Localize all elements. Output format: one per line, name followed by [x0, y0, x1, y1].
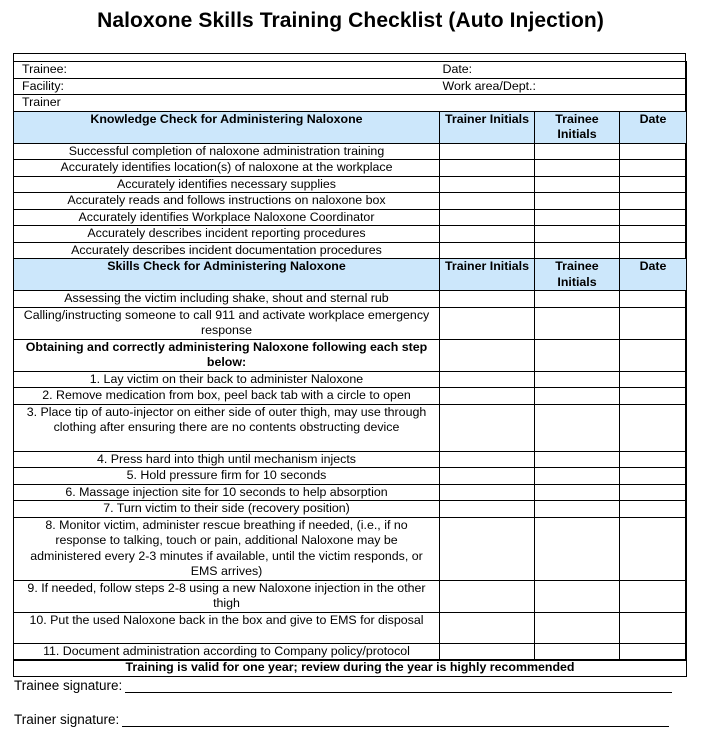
- trainee-initials-cell[interactable]: [535, 226, 620, 243]
- trainer-row: [14, 95, 687, 112]
- col-trainee-initials: Trainee Initials: [535, 259, 620, 291]
- date-cell[interactable]: [620, 209, 687, 226]
- trainee-initials-cell[interactable]: [535, 339, 620, 371]
- trainer-initials-cell[interactable]: [440, 612, 535, 643]
- trainee-initials-cell[interactable]: [535, 176, 620, 193]
- trainee-initials-cell[interactable]: [535, 388, 620, 405]
- knowledge-item: Accurately describes incident reporting procedures: [14, 226, 440, 243]
- date-cell[interactable]: [620, 643, 687, 660]
- trainer-field[interactable]: Trainer: [14, 95, 687, 112]
- knowledge-item: Accurately reads and follows instructions on naloxone box: [14, 193, 440, 210]
- trainer-initials-cell[interactable]: [440, 226, 535, 243]
- skills-item: 2. Remove medication from box, peel back tab with a circle to open: [14, 388, 440, 405]
- date-cell[interactable]: [620, 307, 687, 339]
- knowledge-item: Accurately identifies location(s) of naloxone at the workplace: [14, 160, 440, 177]
- skills-row: [14, 580, 687, 612]
- trainer-initials-cell[interactable]: [440, 176, 535, 193]
- skills-item: 8. Monitor victim, administer rescue breathing if needed, (i.e., if no response to talking, touch or pain, additional Naloxone may be administered every 2-3 minutes if available, until the victim responds, or EMS arrives): [14, 517, 440, 580]
- knowledge-row: [14, 226, 687, 243]
- knowledge-item: Successful completion of naloxone administration training: [14, 143, 440, 160]
- skills-row: [14, 307, 687, 339]
- trainee-initials-cell[interactable]: [535, 307, 620, 339]
- skills-row: [14, 291, 687, 308]
- trainee-field[interactable]: Trainee:: [14, 62, 440, 79]
- skills-item: 7. Turn victim to their side (recovery position): [14, 501, 440, 518]
- trainee-signature: [14, 678, 672, 693]
- trainee-initials-cell[interactable]: [535, 612, 620, 643]
- trainee-initials-cell[interactable]: [535, 468, 620, 485]
- date-cell[interactable]: [620, 143, 687, 160]
- trainer-initials-cell[interactable]: [440, 517, 535, 580]
- col-trainer-initials: Trainer Initials: [440, 111, 535, 143]
- trainee-initials-cell[interactable]: [535, 209, 620, 226]
- page-title: Naloxone Skills Training Checklist (Auto Injection): [97, 9, 604, 32]
- date-cell[interactable]: [620, 580, 687, 612]
- skills-row: [14, 501, 687, 518]
- trainer-initials-cell[interactable]: [440, 484, 535, 501]
- skills-item: 4. Press hard into thigh until mechanism injects: [14, 451, 440, 468]
- skills-item: 1. Lay victim on their back to administer Naloxone: [14, 371, 440, 388]
- skills-row: [14, 484, 687, 501]
- footer-note: Training is valid for one year; review during the year is highly recommended: [14, 660, 687, 677]
- trainer-initials-cell[interactable]: [440, 143, 535, 160]
- trainer-signature: [14, 712, 669, 727]
- skills-item: 3. Place tip of auto-injector on either side of outer thigh, may use through clothing after ensuring there are no contents obstructing device: [14, 404, 440, 451]
- col-trainer-initials: Trainer Initials: [440, 259, 535, 291]
- date-cell[interactable]: [620, 226, 687, 243]
- trainer-signature-line[interactable]: [122, 712, 669, 727]
- checklist-table: [13, 61, 687, 677]
- trainer-initials-cell[interactable]: [440, 451, 535, 468]
- trainee-initials-cell[interactable]: [535, 501, 620, 518]
- knowledge-item: Accurately identifies Workplace Naloxone Coordinator: [14, 209, 440, 226]
- skills-item: Assessing the victim including shake, shout and sternal rub: [14, 291, 440, 308]
- trainee-signature-label: Trainee signature:: [14, 678, 123, 693]
- date-cell[interactable]: [620, 242, 687, 259]
- skills-item: Calling/instructing someone to call 911 and activate workplace emergency response: [14, 307, 440, 339]
- date-cell[interactable]: [620, 176, 687, 193]
- trainee-initials-cell[interactable]: [535, 242, 620, 259]
- date-cell[interactable]: [620, 517, 687, 580]
- skills-row: [14, 451, 687, 468]
- date-cell[interactable]: [620, 501, 687, 518]
- knowledge-row: [14, 160, 687, 177]
- date-cell[interactable]: [620, 339, 687, 371]
- date-cell[interactable]: [620, 468, 687, 485]
- skills-item: 5. Hold pressure firm for 10 seconds: [14, 468, 440, 485]
- trainee-initials-cell[interactable]: [535, 143, 620, 160]
- date-cell[interactable]: [620, 451, 687, 468]
- trainee-initials-cell[interactable]: [535, 371, 620, 388]
- skills-item: 9. If needed, follow steps 2-8 using a new Naloxone injection in the other thigh: [14, 580, 440, 612]
- skills-row: [14, 643, 687, 660]
- date-cell[interactable]: [620, 484, 687, 501]
- date-cell[interactable]: [620, 160, 687, 177]
- trainer-initials-cell[interactable]: [440, 468, 535, 485]
- trainer-initials-cell[interactable]: [440, 242, 535, 259]
- knowledge-row: [14, 143, 687, 160]
- trainer-initials-cell[interactable]: [440, 501, 535, 518]
- skills-row: [14, 339, 687, 371]
- skills-item: 11. Document administration according to Company policy/protocol: [14, 643, 440, 660]
- date-cell[interactable]: [620, 371, 687, 388]
- trainer-signature-label: Trainer signature:: [14, 712, 120, 727]
- facility-field[interactable]: Facility:: [14, 78, 440, 95]
- work-area-field[interactable]: Work area/Dept.:: [440, 78, 687, 95]
- col-date: Date: [620, 259, 687, 291]
- skills-heading: Skills Check for Administering Naloxone: [14, 259, 440, 291]
- trainee-initials-cell[interactable]: [535, 580, 620, 612]
- knowledge-row: [14, 242, 687, 259]
- trainer-initials-cell[interactable]: [440, 209, 535, 226]
- skills-header-row: [14, 259, 687, 291]
- skills-item: 10. Put the used Naloxone back in the box and give to EMS for disposal: [14, 612, 440, 643]
- skills-row: [14, 612, 687, 643]
- trainer-initials-cell[interactable]: [440, 371, 535, 388]
- skills-row: [14, 517, 687, 580]
- skills-item: Obtaining and correctly administering Naloxone following each step below:: [14, 339, 440, 371]
- knowledge-row: [14, 193, 687, 210]
- skills-item: 6. Massage injection site for 10 seconds to help absorption: [14, 484, 440, 501]
- trainee-date-row: [14, 62, 687, 79]
- trainee-signature-line[interactable]: [125, 678, 672, 693]
- trainee-initials-cell[interactable]: [535, 517, 620, 580]
- knowledge-item: Accurately identifies necessary supplies: [14, 176, 440, 193]
- skills-row: [14, 371, 687, 388]
- date-cell[interactable]: [620, 404, 687, 451]
- date-cell[interactable]: [620, 291, 687, 308]
- knowledge-item: Accurately describes incident documentation procedures: [14, 242, 440, 259]
- date-cell[interactable]: [620, 193, 687, 210]
- trainer-initials-cell[interactable]: [440, 643, 535, 660]
- trainer-initials-cell[interactable]: [440, 339, 535, 371]
- trainer-initials-cell[interactable]: [440, 580, 535, 612]
- trainer-initials-cell[interactable]: [440, 291, 535, 308]
- trainee-initials-cell[interactable]: [535, 404, 620, 451]
- trainee-initials-cell[interactable]: [535, 484, 620, 501]
- knowledge-row: [14, 209, 687, 226]
- skills-row: [14, 404, 687, 451]
- date-cell[interactable]: [620, 612, 687, 643]
- knowledge-row: [14, 176, 687, 193]
- trainee-initials-cell[interactable]: [535, 291, 620, 308]
- facility-row: [14, 78, 687, 95]
- knowledge-heading: Knowledge Check for Administering Naloxone: [14, 111, 440, 143]
- footer-row: [14, 660, 687, 677]
- skills-row: [14, 388, 687, 405]
- knowledge-header-row: [14, 111, 687, 143]
- trainee-initials-cell[interactable]: [535, 193, 620, 210]
- col-date: Date: [620, 111, 687, 143]
- trainee-initials-cell[interactable]: [535, 160, 620, 177]
- trainer-initials-cell[interactable]: [440, 307, 535, 339]
- col-trainee-initials: Trainee Initials: [535, 111, 620, 143]
- trainer-initials-cell[interactable]: [440, 193, 535, 210]
- trainer-initials-cell[interactable]: [440, 388, 535, 405]
- trainer-initials-cell[interactable]: [440, 160, 535, 177]
- trainee-initials-cell[interactable]: [535, 451, 620, 468]
- date-field[interactable]: Date:: [440, 62, 687, 79]
- date-cell[interactable]: [620, 388, 687, 405]
- trainee-initials-cell[interactable]: [535, 643, 620, 660]
- trainer-initials-cell[interactable]: [440, 404, 535, 451]
- skills-row: [14, 468, 687, 485]
